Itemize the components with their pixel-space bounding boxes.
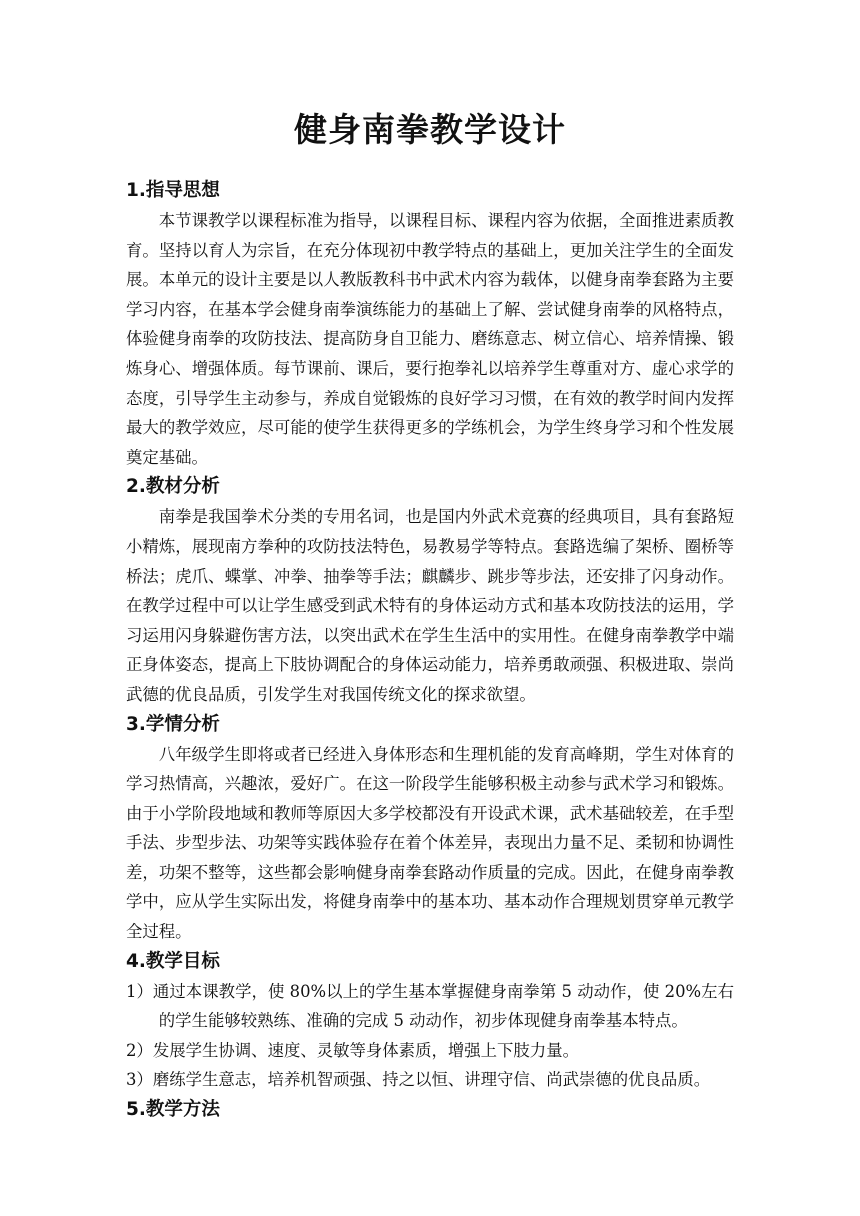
- list-item: 3）磨练学生意志，培养机智顽强、持之以恒、讲理守信、尚武崇德的优良品质。: [126, 1070, 711, 1090]
- section-heading-teaching-methods: 5.教学方法: [126, 1099, 220, 1121]
- document-body: [126, 176, 734, 1125]
- page-title: 健身南拳教学设计: [294, 110, 566, 149]
- list-item: 2）发展学生协调、速度、灵敏等身体素质，增强上下肢力量。: [126, 1040, 579, 1060]
- paragraph-material-analysis: 南拳是我国拳术分类的专用名词，也是国内外武术竞赛的经典项目，具有套路短小精炼，展现南方拳种的攻防技法特色，易教易学等特点。套路选编了架桥、圈桥等桥法；虎爪、蝶掌、冲拳、抽拳等手法；麒麟步、跳步等步法，还安排了闪身动作。在教学过程中可以让学生感受到武术特有的身体运动方式和基本攻防技法的运用，学习运用闪身躲避伤害方法，以突出武术在学生生活中的实用性。在健身南拳教学中端正身体姿态，提高上下肢协调配合的身体运动能力，培养勇敢顽强、积极进取、崇尚武德的优良品质，引发学生对我国传统文化的探求欲望。: [126, 507, 734, 704]
- section-heading-teaching-goals: 4.教学目标: [126, 950, 220, 972]
- paragraph-guiding-ideology: 本节课教学以课程标准为指导，以课程目标、课程内容为依据，全面推进素质教育。坚持以育人为宗旨，在充分体现初中教学特点的基础上，更加关注学生的全面发展。本单元的设计主要是以人教版教科书中武术内容为载体，以健身南拳套路为主要学习内容，在基本学会健身南拳演练能力的基础上了解、尝试健身南拳的风格特点，体验健身南拳的攻防技法、提高防身自卫能力、磨练意志、树立信心、培养情操、锻炼身心、增强体质。每节课前、课后，要行抱拳礼以培养学生尊重对方、虚心求学的态度，引导学生主动参与，养成自觉锻炼的良好学习习惯，在有效的教学时间内发挥最大的教学效应，尽可能的使学生获得更多的学练机会，为学生终身学习和个性发展奠定基础。: [126, 211, 734, 467]
- section-heading-guiding-ideology: 1.指导思想: [126, 180, 220, 201]
- section-heading-material-analysis: 2.教材分析: [126, 476, 220, 498]
- paragraph-student-analysis: 八年级学生即将或者已经进入身体形态和生理机能的发育高峰期，学生对体育的学习热情高，兴趣浓，爱好广。在这一阶段学生能够积极主动参与武术学习和锻炼。由于小学阶段地域和教师等原因大多学校都没有开设武术课，武术基础较差，在手型手法、步型步法、功架等实践体验存在着个体差异，表现出力量不足、柔韧和协调性差，功架不整等，这些都会影响健身南拳套路动作质量的完成。因此，在健身南拳教学中，应从学生实际出发，将健身南拳中的基本功、基本动作合理规划贯穿单元教学全过程。: [126, 744, 734, 942]
- section-heading-student-analysis: 3.学情分析: [126, 713, 220, 735]
- list-item: 1）通过本课教学，使 80%以上的学生基本掌握健身南拳第 5 动动作，使 20%左右的学生能够较熟练、准确的完成 5 动动作，初步体现健身南拳基本特点。: [126, 981, 734, 1031]
- teaching-goals-list: [126, 977, 734, 1095]
